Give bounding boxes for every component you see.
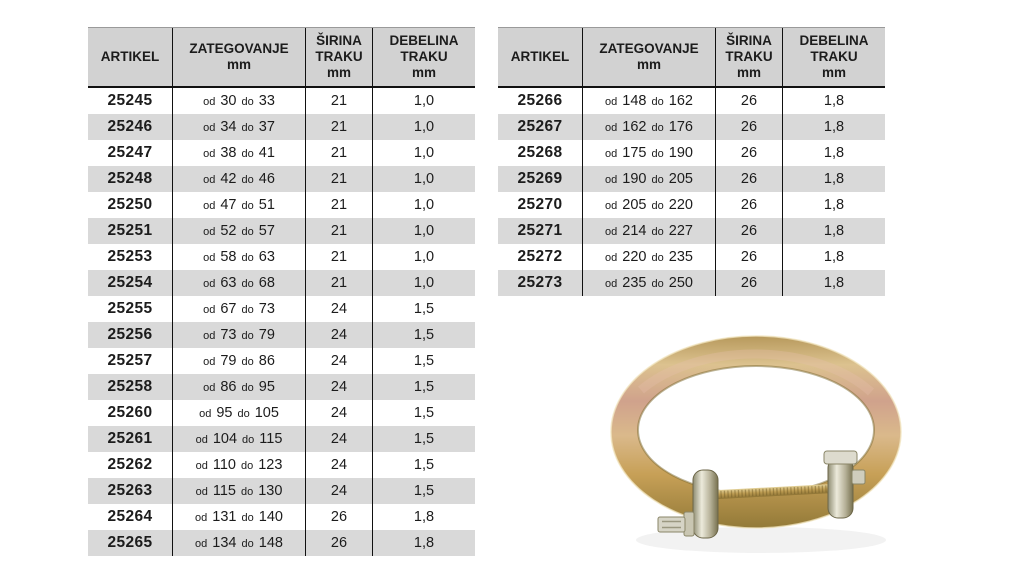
table-row bbox=[88, 400, 475, 426]
range-to-value: 162 bbox=[668, 93, 693, 109]
col-header-sirina bbox=[305, 28, 372, 86]
debelina-cell: 1,0 bbox=[372, 192, 475, 218]
range-from-value: 220 bbox=[622, 249, 647, 265]
range-from-value: 79 bbox=[220, 353, 237, 369]
table-row bbox=[88, 504, 475, 530]
range-to-value: 205 bbox=[668, 171, 693, 187]
debelina-cell: 1,8 bbox=[782, 192, 885, 218]
range-od-label: od bbox=[605, 200, 618, 212]
artikel-cell: 25267 bbox=[517, 118, 563, 135]
range-from-value: 30 bbox=[220, 93, 237, 109]
col-header-debelina-label: DEBELINA TRAKU bbox=[389, 33, 459, 65]
range-to-value: 41 bbox=[258, 145, 275, 161]
range-od-label: od bbox=[195, 538, 208, 550]
artikel-cell: 25262 bbox=[107, 456, 153, 473]
table-row bbox=[88, 530, 475, 556]
range-od-label: od bbox=[605, 252, 618, 264]
range-from-value: 190 bbox=[622, 171, 647, 187]
range-cell bbox=[172, 218, 305, 244]
debelina-cell: 1,0 bbox=[372, 114, 475, 140]
range-cell bbox=[172, 140, 305, 166]
range-from-value: 42 bbox=[220, 171, 237, 187]
table-row bbox=[498, 270, 885, 296]
range-od-label: od bbox=[203, 252, 216, 264]
range-to-value: 33 bbox=[258, 93, 275, 109]
range-do-label: do bbox=[241, 174, 254, 186]
range-to-value: 140 bbox=[258, 509, 283, 525]
table-row bbox=[88, 114, 475, 140]
artikel-cell: 25261 bbox=[107, 430, 153, 447]
range-do-label: do bbox=[241, 538, 254, 550]
range-from-value: 63 bbox=[220, 275, 237, 291]
table-row bbox=[498, 192, 885, 218]
range-to-value: 148 bbox=[258, 535, 283, 551]
range-from-value: 73 bbox=[220, 327, 237, 343]
range-to-value: 123 bbox=[258, 457, 283, 473]
sirina-cell: 26 bbox=[715, 218, 782, 244]
range-from-value: 235 bbox=[622, 275, 647, 291]
sirina-cell: 26 bbox=[715, 140, 782, 166]
range-cell bbox=[172, 478, 305, 504]
range-od-label: od bbox=[605, 96, 618, 108]
table-row bbox=[88, 478, 475, 504]
artikel-cell: 25258 bbox=[107, 378, 153, 395]
range-od-label: od bbox=[605, 122, 618, 134]
sirina-cell: 26 bbox=[715, 244, 782, 270]
table-row bbox=[498, 218, 885, 244]
range-cell bbox=[172, 426, 305, 452]
col-header-artikel bbox=[88, 28, 172, 86]
table-row bbox=[88, 192, 475, 218]
range-do-label: do bbox=[237, 408, 250, 420]
range-cell bbox=[582, 166, 715, 192]
hose-clamp-illustration bbox=[596, 324, 916, 568]
range-to-value: 68 bbox=[258, 275, 275, 291]
range-do-label: do bbox=[651, 122, 664, 134]
range-od-label: od bbox=[195, 434, 208, 446]
table-row bbox=[88, 348, 475, 374]
table-row bbox=[498, 140, 885, 166]
sirina-cell: 26 bbox=[715, 114, 782, 140]
table-row bbox=[88, 244, 475, 270]
range-to-value: 130 bbox=[258, 483, 283, 499]
range-to-value: 37 bbox=[258, 119, 275, 135]
table-body bbox=[88, 88, 475, 556]
range-do-label: do bbox=[651, 226, 664, 238]
range-cell bbox=[582, 140, 715, 166]
range-to-value: 73 bbox=[258, 301, 275, 317]
debelina-cell: 1,8 bbox=[782, 140, 885, 166]
range-cell bbox=[172, 348, 305, 374]
range-from-value: 131 bbox=[212, 509, 237, 525]
artikel-cell: 25246 bbox=[107, 118, 153, 135]
artikel-cell: 25264 bbox=[107, 508, 153, 525]
range-od-label: od bbox=[605, 148, 618, 160]
range-to-value: 250 bbox=[668, 275, 693, 291]
artikel-cell: 25248 bbox=[107, 170, 153, 187]
range-to-value: 86 bbox=[258, 353, 275, 369]
debelina-cell: 1,8 bbox=[782, 218, 885, 244]
artikel-cell: 25272 bbox=[517, 248, 563, 265]
range-from-value: 104 bbox=[212, 431, 238, 447]
range-do-label: do bbox=[241, 512, 254, 524]
range-do-label: do bbox=[651, 148, 664, 160]
range-do-label: do bbox=[651, 278, 664, 290]
sirina-cell: 21 bbox=[305, 244, 372, 270]
artikel-cell: 25265 bbox=[107, 534, 153, 551]
range-cell bbox=[172, 322, 305, 348]
range-do-label: do bbox=[651, 174, 664, 186]
range-from-value: 86 bbox=[220, 379, 237, 395]
artikel-cell: 25263 bbox=[107, 482, 153, 499]
range-cell bbox=[172, 192, 305, 218]
range-do-label: do bbox=[241, 382, 254, 394]
col-header-sirina-label: ŠIRINA TRAKU bbox=[725, 33, 773, 65]
debelina-cell: 1,0 bbox=[372, 166, 475, 192]
col-header-unit: mm bbox=[736, 64, 761, 80]
table-row bbox=[88, 452, 475, 478]
range-od-label: od bbox=[203, 200, 216, 212]
artikel-cell: 25271 bbox=[517, 222, 563, 239]
range-od-label: od bbox=[203, 96, 216, 108]
range-od-label: od bbox=[203, 148, 216, 160]
table-row bbox=[88, 140, 475, 166]
col-header-artikel-label: ARTIKEL bbox=[100, 49, 160, 65]
col-header-debelina bbox=[782, 28, 885, 86]
artikel-cell: 25268 bbox=[517, 144, 563, 161]
debelina-cell: 1,8 bbox=[782, 88, 885, 114]
debelina-cell: 1,0 bbox=[372, 218, 475, 244]
sirina-cell: 26 bbox=[305, 530, 372, 556]
sirina-cell: 21 bbox=[305, 88, 372, 114]
debelina-cell: 1,5 bbox=[372, 348, 475, 374]
debelina-cell: 1,5 bbox=[372, 296, 475, 322]
range-do-label: do bbox=[241, 122, 254, 134]
range-to-value: 235 bbox=[668, 249, 693, 265]
range-od-label: od bbox=[605, 278, 618, 290]
range-cell bbox=[172, 400, 305, 426]
sirina-cell: 21 bbox=[305, 166, 372, 192]
col-header-unit: mm bbox=[411, 64, 436, 80]
col-header-unit: mm bbox=[226, 57, 251, 72]
artikel-cell: 25266 bbox=[517, 92, 563, 109]
sirina-cell: 26 bbox=[715, 166, 782, 192]
range-to-value: 176 bbox=[668, 119, 693, 135]
artikel-cell: 25255 bbox=[107, 300, 153, 317]
sirina-cell: 26 bbox=[715, 192, 782, 218]
sirina-cell: 26 bbox=[715, 270, 782, 296]
debelina-cell: 1,8 bbox=[372, 530, 475, 556]
range-do-label: do bbox=[241, 278, 254, 290]
range-cell bbox=[582, 218, 715, 244]
col-header-debelina bbox=[372, 28, 475, 86]
debelina-cell: 1,8 bbox=[782, 244, 885, 270]
artikel-cell: 25257 bbox=[107, 352, 153, 369]
range-cell bbox=[582, 192, 715, 218]
table-row bbox=[88, 218, 475, 244]
clamp-table-left bbox=[88, 27, 475, 556]
table-row bbox=[88, 270, 475, 296]
sirina-cell: 24 bbox=[305, 400, 372, 426]
range-od-label: od bbox=[203, 174, 216, 186]
range-to-value: 51 bbox=[258, 197, 275, 213]
range-to-value: 63 bbox=[258, 249, 275, 265]
range-cell bbox=[582, 88, 715, 114]
table-row bbox=[498, 166, 885, 192]
range-cell bbox=[172, 166, 305, 192]
col-header-artikel-label: ARTIKEL bbox=[510, 49, 570, 65]
sirina-cell: 21 bbox=[305, 192, 372, 218]
range-cell bbox=[172, 114, 305, 140]
artikel-cell: 25260 bbox=[107, 404, 153, 421]
range-do-label: do bbox=[241, 304, 254, 316]
range-from-value: 175 bbox=[622, 145, 647, 161]
range-to-value: 227 bbox=[668, 223, 693, 239]
range-from-value: 52 bbox=[220, 223, 237, 239]
artikel-cell: 25270 bbox=[517, 196, 563, 213]
table-row bbox=[498, 88, 885, 114]
range-cell bbox=[172, 530, 305, 556]
range-to-value: 115 bbox=[259, 431, 283, 447]
range-from-value: 110 bbox=[212, 457, 236, 473]
debelina-cell: 1,0 bbox=[372, 244, 475, 270]
col-header-zategovanje bbox=[582, 28, 715, 86]
artikel-cell: 25245 bbox=[107, 92, 153, 109]
debelina-cell: 1,8 bbox=[782, 166, 885, 192]
range-do-label: do bbox=[241, 226, 254, 238]
range-to-value: 46 bbox=[258, 171, 275, 187]
range-od-label: od bbox=[195, 512, 208, 524]
artikel-cell: 25254 bbox=[107, 274, 153, 291]
range-from-value: 214 bbox=[622, 223, 647, 239]
range-od-label: od bbox=[199, 408, 212, 420]
col-header-unit: mm bbox=[821, 64, 846, 80]
table-row bbox=[88, 374, 475, 400]
debelina-cell: 1,0 bbox=[372, 88, 475, 114]
col-header-zategovanje bbox=[172, 28, 305, 86]
col-header-zategovanje-label: ZATEGOVANJE bbox=[599, 41, 699, 57]
sirina-cell: 21 bbox=[305, 140, 372, 166]
sirina-cell: 26 bbox=[305, 504, 372, 530]
range-od-label: od bbox=[203, 278, 216, 290]
range-od-label: od bbox=[203, 382, 216, 394]
artikel-cell: 25250 bbox=[107, 196, 153, 213]
debelina-cell: 1,5 bbox=[372, 322, 475, 348]
range-do-label: do bbox=[651, 96, 664, 108]
range-do-label: do bbox=[242, 434, 255, 446]
sirina-cell: 24 bbox=[305, 478, 372, 504]
range-do-label: do bbox=[651, 200, 664, 212]
range-from-value: 58 bbox=[220, 249, 237, 265]
range-do-label: do bbox=[241, 200, 254, 212]
sirina-cell: 21 bbox=[305, 270, 372, 296]
range-od-label: od bbox=[195, 486, 208, 498]
range-cell bbox=[172, 270, 305, 296]
sirina-cell: 24 bbox=[305, 426, 372, 452]
table-row bbox=[498, 244, 885, 270]
range-do-label: do bbox=[241, 148, 254, 160]
col-header-unit: mm bbox=[326, 64, 351, 80]
range-cell bbox=[172, 452, 305, 478]
range-from-value: 34 bbox=[220, 119, 237, 135]
debelina-cell: 1,8 bbox=[372, 504, 475, 530]
range-to-value: 220 bbox=[668, 197, 693, 213]
artikel-cell: 25256 bbox=[107, 326, 153, 343]
debelina-cell: 1,8 bbox=[782, 270, 885, 296]
range-od-label: od bbox=[203, 304, 216, 316]
debelina-cell: 1,5 bbox=[372, 374, 475, 400]
sirina-cell: 24 bbox=[305, 452, 372, 478]
range-od-label: od bbox=[203, 330, 216, 342]
range-to-value: 190 bbox=[668, 145, 693, 161]
range-from-value: 148 bbox=[622, 93, 647, 109]
table-row bbox=[88, 296, 475, 322]
range-from-value: 134 bbox=[212, 535, 237, 551]
range-cell bbox=[582, 244, 715, 270]
col-header-sirina-label: ŠIRINA TRAKU bbox=[315, 33, 363, 65]
debelina-cell: 1,5 bbox=[372, 400, 475, 426]
debelina-cell: 1,5 bbox=[372, 452, 475, 478]
range-from-value: 47 bbox=[220, 197, 237, 213]
range-cell bbox=[172, 504, 305, 530]
sirina-cell: 24 bbox=[305, 374, 372, 400]
range-do-label: do bbox=[240, 460, 254, 472]
artikel-cell: 25269 bbox=[517, 170, 563, 187]
range-from-value: 205 bbox=[622, 197, 647, 213]
hose-clamp-photo bbox=[596, 324, 916, 568]
range-to-value: 57 bbox=[258, 223, 275, 239]
debelina-cell: 1,5 bbox=[372, 478, 475, 504]
table-body bbox=[498, 88, 885, 296]
range-od-label: od bbox=[195, 460, 208, 472]
col-header-unit: mm bbox=[636, 57, 661, 72]
debelina-cell: 1,0 bbox=[372, 140, 475, 166]
sirina-cell: 24 bbox=[305, 296, 372, 322]
range-from-value: 95 bbox=[216, 405, 233, 421]
range-from-value: 38 bbox=[220, 145, 237, 161]
sirina-cell: 24 bbox=[305, 322, 372, 348]
range-from-value: 67 bbox=[220, 301, 237, 317]
table-row bbox=[88, 322, 475, 348]
range-do-label: do bbox=[651, 252, 664, 264]
clamp-table-right bbox=[498, 27, 885, 296]
col-header-sirina bbox=[715, 28, 782, 86]
sirina-cell: 24 bbox=[305, 348, 372, 374]
artikel-cell: 25253 bbox=[107, 248, 153, 265]
range-from-value: 115 bbox=[212, 483, 236, 499]
range-from-value: 162 bbox=[622, 119, 647, 135]
table-row bbox=[498, 114, 885, 140]
sirina-cell: 21 bbox=[305, 114, 372, 140]
artikel-cell: 25247 bbox=[107, 144, 153, 161]
col-header-artikel bbox=[498, 28, 582, 86]
range-cell bbox=[172, 88, 305, 114]
range-od-label: od bbox=[605, 226, 618, 238]
range-do-label: do bbox=[240, 486, 254, 498]
range-cell bbox=[172, 374, 305, 400]
sirina-cell: 26 bbox=[715, 88, 782, 114]
table-row bbox=[88, 166, 475, 192]
range-to-value: 79 bbox=[258, 327, 275, 343]
range-od-label: od bbox=[203, 122, 216, 134]
artikel-cell: 25273 bbox=[517, 274, 563, 291]
table-header-row bbox=[88, 27, 475, 88]
table-row bbox=[88, 88, 475, 114]
artikel-cell: 25251 bbox=[107, 222, 153, 239]
table-header-row bbox=[498, 27, 885, 88]
range-od-label: od bbox=[203, 226, 216, 238]
range-cell bbox=[172, 296, 305, 322]
debelina-cell: 1,8 bbox=[782, 114, 885, 140]
range-do-label: do bbox=[241, 330, 254, 342]
debelina-cell: 1,0 bbox=[372, 270, 475, 296]
range-od-label: od bbox=[203, 356, 216, 368]
range-cell bbox=[172, 244, 305, 270]
range-do-label: do bbox=[241, 96, 254, 108]
range-cell bbox=[582, 270, 715, 296]
col-header-debelina-label: DEBELINA TRAKU bbox=[799, 33, 869, 65]
range-cell bbox=[582, 114, 715, 140]
range-do-label: do bbox=[241, 356, 254, 368]
range-to-value: 105 bbox=[254, 405, 279, 421]
sirina-cell: 21 bbox=[305, 218, 372, 244]
debelina-cell: 1,5 bbox=[372, 426, 475, 452]
table-row bbox=[88, 426, 475, 452]
range-od-label: od bbox=[605, 174, 618, 186]
col-header-zategovanje-label: ZATEGOVANJE bbox=[189, 41, 289, 57]
range-do-label: do bbox=[241, 252, 254, 264]
range-to-value: 95 bbox=[258, 379, 275, 395]
